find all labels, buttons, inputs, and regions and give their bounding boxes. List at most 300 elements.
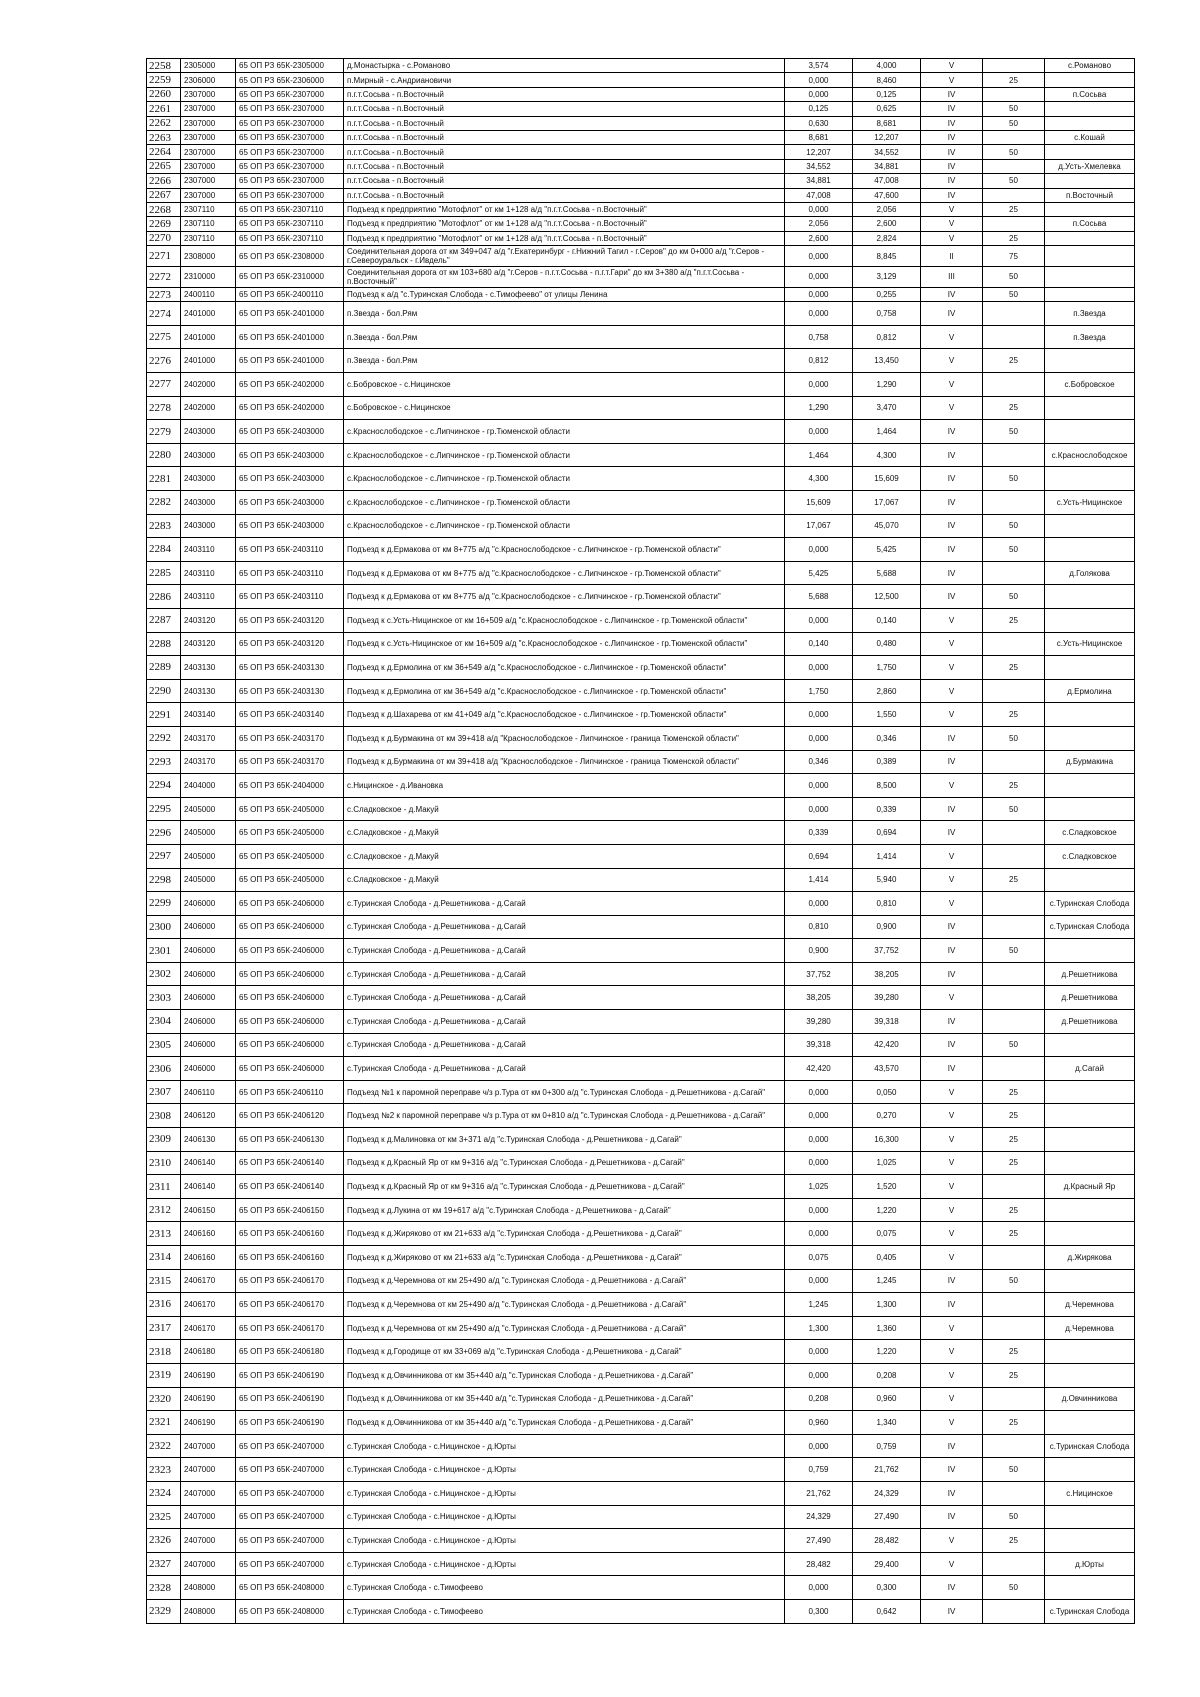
settlement-cell bbox=[1045, 797, 1135, 821]
road-id-cell: 2406000 bbox=[181, 962, 236, 986]
table-row bbox=[147, 491, 1135, 515]
settlement-cell bbox=[1045, 174, 1135, 188]
road-name-cell: п.г.т.Сосьва - п.Восточный bbox=[344, 159, 785, 173]
road-name-cell: Подъезд к д.Овчинникова от км 35+440 а/д "с.Туринская Слобода - д.Решетникова - д.Сагай" bbox=[344, 1363, 785, 1387]
road-id-cell: 2403170 bbox=[181, 726, 236, 750]
settlement-cell bbox=[1045, 1151, 1135, 1175]
road-id-cell: 2307000 bbox=[181, 188, 236, 202]
speed-limit-cell bbox=[983, 491, 1045, 515]
road-name-cell: с.Сладковское - д.Макуй bbox=[344, 797, 785, 821]
table-row bbox=[147, 750, 1135, 774]
road-id-cell: 2403000 bbox=[181, 514, 236, 538]
km-end-cell: 1,750 bbox=[853, 656, 921, 680]
settlement-cell bbox=[1045, 1576, 1135, 1600]
road-code-cell: 65 ОП РЗ 65К-2403140 bbox=[236, 703, 344, 727]
table-row bbox=[147, 1411, 1135, 1435]
road-code-cell: 65 ОП РЗ 65К-2407000 bbox=[236, 1434, 344, 1458]
km-start-cell: 0,812 bbox=[785, 349, 853, 373]
km-start-cell: 12,207 bbox=[785, 145, 853, 159]
road-category-cell: IV bbox=[921, 514, 983, 538]
settlement-cell bbox=[1045, 73, 1135, 87]
row-number-cell: 2280 bbox=[147, 443, 181, 467]
road-code-cell: 65 ОП РЗ 65К-2406170 bbox=[236, 1293, 344, 1317]
km-end-cell: 0,389 bbox=[853, 750, 921, 774]
road-code-cell: 65 ОП РЗ 65К-2403120 bbox=[236, 632, 344, 656]
km-end-cell: 27,490 bbox=[853, 1505, 921, 1529]
table-row bbox=[147, 868, 1135, 892]
road-name-cell: с.Туринская Слобода - с.Ницинское - д.Юрты bbox=[344, 1481, 785, 1505]
road-code-cell: 65 ОП РЗ 65К-2406000 bbox=[236, 1033, 344, 1057]
settlement-cell bbox=[1045, 231, 1135, 245]
settlement-cell: д.Овчинникова bbox=[1045, 1387, 1135, 1411]
road-name-cell: с.Краснослободское - с.Липчинское - гр.Тюменской области bbox=[344, 491, 785, 515]
road-code-cell: 65 ОП РЗ 65К-2307000 bbox=[236, 87, 344, 101]
row-number-cell: 2324 bbox=[147, 1481, 181, 1505]
speed-limit-cell: 50 bbox=[983, 174, 1045, 188]
road-id-cell: 2403110 bbox=[181, 538, 236, 562]
km-start-cell: 3,574 bbox=[785, 59, 853, 73]
road-name-cell: п.г.т.Сосьва - п.Восточный bbox=[344, 145, 785, 159]
road-category-cell: V bbox=[921, 217, 983, 231]
km-end-cell: 12,207 bbox=[853, 130, 921, 144]
settlement-cell bbox=[1045, 538, 1135, 562]
table-row bbox=[147, 116, 1135, 130]
km-end-cell: 12,500 bbox=[853, 585, 921, 609]
road-code-cell: 65 ОП РЗ 65К-2403130 bbox=[236, 679, 344, 703]
road-category-cell: IV bbox=[921, 915, 983, 939]
settlement-cell bbox=[1045, 1033, 1135, 1057]
settlement-cell bbox=[1045, 608, 1135, 632]
km-start-cell: 0,000 bbox=[785, 1080, 853, 1104]
road-id-cell: 2407000 bbox=[181, 1481, 236, 1505]
road-id-cell: 2406170 bbox=[181, 1269, 236, 1293]
table-row bbox=[147, 1481, 1135, 1505]
table-row bbox=[147, 1246, 1135, 1270]
table-row bbox=[147, 1552, 1135, 1576]
road-id-cell: 2406140 bbox=[181, 1151, 236, 1175]
settlement-cell bbox=[1045, 396, 1135, 420]
road-id-cell: 2307000 bbox=[181, 102, 236, 116]
road-code-cell: 65 ОП РЗ 65К-2405000 bbox=[236, 797, 344, 821]
row-number-cell: 2267 bbox=[147, 188, 181, 202]
km-end-cell: 16,300 bbox=[853, 1128, 921, 1152]
road-name-cell: с.Туринская Слобода - д.Решетникова - д.Сагай bbox=[344, 1033, 785, 1057]
road-category-cell: V bbox=[921, 1104, 983, 1128]
settlement-cell bbox=[1045, 266, 1135, 287]
road-code-cell: 65 ОП РЗ 65К-2406160 bbox=[236, 1222, 344, 1246]
row-number-cell: 2262 bbox=[147, 116, 181, 130]
km-start-cell: 0,125 bbox=[785, 102, 853, 116]
km-start-cell: 0,000 bbox=[785, 656, 853, 680]
table-row bbox=[147, 246, 1135, 267]
settlement-cell bbox=[1045, 1269, 1135, 1293]
settlement-cell: д.Бурмакина bbox=[1045, 750, 1135, 774]
road-code-cell: 65 ОП РЗ 65К-2406160 bbox=[236, 1246, 344, 1270]
km-end-cell: 3,470 bbox=[853, 396, 921, 420]
road-id-cell: 2403110 bbox=[181, 561, 236, 585]
road-name-cell: с.Туринская Слобода - с.Ницинское - д.Юрты bbox=[344, 1458, 785, 1482]
settlement-cell bbox=[1045, 703, 1135, 727]
km-start-cell: 0,000 bbox=[785, 726, 853, 750]
road-id-cell: 2403130 bbox=[181, 656, 236, 680]
road-code-cell: 65 ОП РЗ 65К-2307110 bbox=[236, 231, 344, 245]
road-code-cell: 65 ОП РЗ 65К-2406180 bbox=[236, 1340, 344, 1364]
km-end-cell: 0,759 bbox=[853, 1434, 921, 1458]
road-id-cell: 2406170 bbox=[181, 1316, 236, 1340]
table-row bbox=[147, 145, 1135, 159]
km-end-cell: 0,405 bbox=[853, 1246, 921, 1270]
km-end-cell: 29,400 bbox=[853, 1552, 921, 1576]
road-name-cell: с.Краснослободское - с.Липчинское - гр.Тюменской области bbox=[344, 443, 785, 467]
road-name-cell: Подъезд к д.Лукина от км 19+617 а/д "с.Туринская Слобода - д.Решетникова - д.Сагай" bbox=[344, 1198, 785, 1222]
km-start-cell: 0,000 bbox=[785, 703, 853, 727]
speed-limit-cell: 25 bbox=[983, 868, 1045, 892]
settlement-cell: д.Черемнова bbox=[1045, 1293, 1135, 1317]
speed-limit-cell: 25 bbox=[983, 1080, 1045, 1104]
row-number-cell: 2318 bbox=[147, 1340, 181, 1364]
road-name-cell: Подъезд к д.Черемнова от км 25+490 а/д "с.Туринская Слобода - д.Решетникова - д.Сагай" bbox=[344, 1269, 785, 1293]
km-end-cell: 1,360 bbox=[853, 1316, 921, 1340]
road-category-cell: V bbox=[921, 892, 983, 916]
road-category-cell: IV bbox=[921, 116, 983, 130]
speed-limit-cell bbox=[983, 159, 1045, 173]
row-number-cell: 2297 bbox=[147, 844, 181, 868]
road-id-cell: 2403000 bbox=[181, 443, 236, 467]
settlement-cell bbox=[1045, 287, 1135, 301]
road-name-cell: с.Сладковское - д.Макуй bbox=[344, 844, 785, 868]
settlement-cell bbox=[1045, 1458, 1135, 1482]
row-number-cell: 2263 bbox=[147, 130, 181, 144]
table-row bbox=[147, 1010, 1135, 1034]
road-code-cell: 65 ОП РЗ 65К-2407000 bbox=[236, 1552, 344, 1576]
km-end-cell: 21,762 bbox=[853, 1458, 921, 1482]
road-name-cell: Подъезд к д.Красный Яр от км 9+316 а/д "с.Туринская Слобода - д.Решетникова - д.Сагай" bbox=[344, 1175, 785, 1199]
row-number-cell: 2284 bbox=[147, 538, 181, 562]
road-category-cell: IV bbox=[921, 130, 983, 144]
table-row bbox=[147, 1104, 1135, 1128]
row-number-cell: 2320 bbox=[147, 1387, 181, 1411]
road-code-cell: 65 ОП РЗ 65К-2403170 bbox=[236, 750, 344, 774]
row-number-cell: 2291 bbox=[147, 703, 181, 727]
row-number-cell: 2319 bbox=[147, 1363, 181, 1387]
speed-limit-cell: 25 bbox=[983, 656, 1045, 680]
road-name-cell: Подъезд к с.Усть-Ницинское от км 16+509 а/д "с.Краснослободское - с.Липчинское - гр.Тюменской области" bbox=[344, 632, 785, 656]
road-id-cell: 2405000 bbox=[181, 844, 236, 868]
speed-limit-cell bbox=[983, 750, 1045, 774]
road-code-cell: 65 ОП РЗ 65К-2406170 bbox=[236, 1269, 344, 1293]
row-number-cell: 2277 bbox=[147, 373, 181, 397]
road-id-cell: 2406000 bbox=[181, 986, 236, 1010]
km-start-cell: 0,000 bbox=[785, 608, 853, 632]
settlement-cell: д.Решетникова bbox=[1045, 1010, 1135, 1034]
settlement-cell bbox=[1045, 1198, 1135, 1222]
table-row bbox=[147, 1363, 1135, 1387]
row-number-cell: 2315 bbox=[147, 1269, 181, 1293]
km-start-cell: 37,752 bbox=[785, 962, 853, 986]
road-code-cell: 65 ОП РЗ 65К-2307000 bbox=[236, 159, 344, 173]
road-id-cell: 2407000 bbox=[181, 1529, 236, 1553]
road-id-cell: 2307000 bbox=[181, 130, 236, 144]
settlement-cell: п.Сосьва bbox=[1045, 217, 1135, 231]
speed-limit-cell: 25 bbox=[983, 231, 1045, 245]
km-end-cell: 0,270 bbox=[853, 1104, 921, 1128]
road-category-cell: IV bbox=[921, 174, 983, 188]
settlement-cell: п.Звезда bbox=[1045, 325, 1135, 349]
road-category-cell: IV bbox=[921, 1057, 983, 1081]
road-category-cell: V bbox=[921, 1246, 983, 1270]
km-end-cell: 42,420 bbox=[853, 1033, 921, 1057]
road-category-cell: V bbox=[921, 373, 983, 397]
road-category-cell: IV bbox=[921, 467, 983, 491]
road-name-cell: Подъезд к предприятию "Мотофлот" от км 1+128 а/д "п.г.т.Сосьва - п.Восточный" bbox=[344, 217, 785, 231]
road-code-cell: 65 ОП РЗ 65К-2403000 bbox=[236, 514, 344, 538]
table-row bbox=[147, 1387, 1135, 1411]
table-row bbox=[147, 821, 1135, 845]
km-start-cell: 0,694 bbox=[785, 844, 853, 868]
row-number-cell: 2309 bbox=[147, 1128, 181, 1152]
table-row bbox=[147, 373, 1135, 397]
settlement-cell bbox=[1045, 246, 1135, 267]
km-end-cell: 1,290 bbox=[853, 373, 921, 397]
row-number-cell: 2294 bbox=[147, 774, 181, 798]
road-id-cell: 2400110 bbox=[181, 287, 236, 301]
row-number-cell: 2275 bbox=[147, 325, 181, 349]
km-end-cell: 0,050 bbox=[853, 1080, 921, 1104]
km-end-cell: 0,480 bbox=[853, 632, 921, 656]
speed-limit-cell: 50 bbox=[983, 1269, 1045, 1293]
road-category-cell: IV bbox=[921, 726, 983, 750]
speed-limit-cell bbox=[983, 892, 1045, 916]
road-category-cell: IV bbox=[921, 585, 983, 609]
road-code-cell: 65 ОП РЗ 65К-2403000 bbox=[236, 491, 344, 515]
speed-limit-cell: 75 bbox=[983, 246, 1045, 267]
road-name-cell: Подъезд №2 к паромной переправе ч/з р.Тура от км 0+810 а/д "с.Туринская Слобода - д.Решетникова - д.Сагай" bbox=[344, 1104, 785, 1128]
road-id-cell: 2403140 bbox=[181, 703, 236, 727]
road-category-cell: V bbox=[921, 73, 983, 87]
road-category-cell: II bbox=[921, 246, 983, 267]
road-code-cell: 65 ОП РЗ 65К-2406000 bbox=[236, 892, 344, 916]
row-number-cell: 2278 bbox=[147, 396, 181, 420]
row-number-cell: 2321 bbox=[147, 1411, 181, 1435]
road-category-cell: IV bbox=[921, 538, 983, 562]
road-code-cell: 65 ОП РЗ 65К-2401000 bbox=[236, 349, 344, 373]
settlement-cell: с.Туринская Слобода bbox=[1045, 892, 1135, 916]
speed-limit-cell bbox=[983, 1057, 1045, 1081]
speed-limit-cell bbox=[983, 217, 1045, 231]
km-end-cell: 2,824 bbox=[853, 231, 921, 245]
speed-limit-cell bbox=[983, 443, 1045, 467]
km-start-cell: 34,552 bbox=[785, 159, 853, 173]
road-id-cell: 2403120 bbox=[181, 608, 236, 632]
speed-limit-cell: 25 bbox=[983, 1222, 1045, 1246]
settlement-cell: с.Романово bbox=[1045, 59, 1135, 73]
road-id-cell: 2310000 bbox=[181, 266, 236, 287]
road-name-cell: Подъезд к д.Бурмакина от км 39+418 а/д "Краснослободское - Липчинское - граница Тюменской области" bbox=[344, 726, 785, 750]
road-category-cell: V bbox=[921, 986, 983, 1010]
road-category-cell: IV bbox=[921, 87, 983, 101]
table-row bbox=[147, 1080, 1135, 1104]
table-row bbox=[147, 585, 1135, 609]
km-end-cell: 0,642 bbox=[853, 1599, 921, 1623]
road-name-cell: п.г.т.Сосьва - п.Восточный bbox=[344, 130, 785, 144]
km-start-cell: 15,609 bbox=[785, 491, 853, 515]
road-id-cell: 2406180 bbox=[181, 1340, 236, 1364]
settlement-cell: д.Сагай bbox=[1045, 1057, 1135, 1081]
road-name-cell: с.Бобровское - с.Ницинское bbox=[344, 373, 785, 397]
table-row bbox=[147, 130, 1135, 144]
row-number-cell: 2273 bbox=[147, 287, 181, 301]
road-category-cell: III bbox=[921, 266, 983, 287]
km-start-cell: 0,000 bbox=[785, 774, 853, 798]
road-name-cell: Подъезд к д.Ермакова от км 8+775 а/д "с.Краснослободское - с.Липчинское - гр.Тюменской области" bbox=[344, 561, 785, 585]
road-code-cell: 65 ОП РЗ 65К-2403120 bbox=[236, 608, 344, 632]
road-category-cell: V bbox=[921, 1175, 983, 1199]
speed-limit-cell bbox=[983, 986, 1045, 1010]
road-id-cell: 2406190 bbox=[181, 1387, 236, 1411]
table-row bbox=[147, 287, 1135, 301]
km-start-cell: 0,000 bbox=[785, 87, 853, 101]
speed-limit-cell bbox=[983, 1175, 1045, 1199]
table-row bbox=[147, 1599, 1135, 1623]
row-number-cell: 2293 bbox=[147, 750, 181, 774]
km-start-cell: 5,425 bbox=[785, 561, 853, 585]
road-id-cell: 2307000 bbox=[181, 145, 236, 159]
km-end-cell: 0,960 bbox=[853, 1387, 921, 1411]
road-category-cell: IV bbox=[921, 145, 983, 159]
settlement-cell: с.Усть-Ницинское bbox=[1045, 632, 1135, 656]
road-category-cell: V bbox=[921, 1198, 983, 1222]
road-code-cell: 65 ОП РЗ 65К-2406190 bbox=[236, 1411, 344, 1435]
km-start-cell: 47,008 bbox=[785, 188, 853, 202]
table-row bbox=[147, 396, 1135, 420]
km-start-cell: 0,960 bbox=[785, 1411, 853, 1435]
road-code-cell: 65 ОП РЗ 65К-2400110 bbox=[236, 287, 344, 301]
road-name-cell: п.г.т.Сосьва - п.Восточный bbox=[344, 174, 785, 188]
road-category-cell: V bbox=[921, 868, 983, 892]
km-start-cell: 0,346 bbox=[785, 750, 853, 774]
road-name-cell: с.Туринская Слобода - с.Ницинское - д.Юрты bbox=[344, 1529, 785, 1553]
road-category-cell: IV bbox=[921, 302, 983, 326]
row-number-cell: 2298 bbox=[147, 868, 181, 892]
table-row bbox=[147, 73, 1135, 87]
speed-limit-cell: 25 bbox=[983, 1151, 1045, 1175]
road-id-cell: 2307000 bbox=[181, 116, 236, 130]
road-code-cell: 65 ОП РЗ 65К-2407000 bbox=[236, 1458, 344, 1482]
km-start-cell: 38,205 bbox=[785, 986, 853, 1010]
settlement-cell: с.Туринская Слобода bbox=[1045, 1599, 1135, 1623]
road-category-cell: IV bbox=[921, 1505, 983, 1529]
road-category-cell: IV bbox=[921, 491, 983, 515]
km-start-cell: 0,000 bbox=[785, 1434, 853, 1458]
speed-limit-cell bbox=[983, 130, 1045, 144]
km-start-cell: 1,750 bbox=[785, 679, 853, 703]
speed-limit-cell: 25 bbox=[983, 396, 1045, 420]
road-id-cell: 2406000 bbox=[181, 892, 236, 916]
row-number-cell: 2307 bbox=[147, 1080, 181, 1104]
table-row bbox=[147, 679, 1135, 703]
road-name-cell: Подъезд №1 к паромной переправе ч/з р.Тура от км 0+300 а/д "с.Туринская Слобода - д.Решетникова - д.Сагай" bbox=[344, 1080, 785, 1104]
km-start-cell: 8,681 bbox=[785, 130, 853, 144]
row-number-cell: 2303 bbox=[147, 986, 181, 1010]
road-code-cell: 65 ОП РЗ 65К-2405000 bbox=[236, 868, 344, 892]
road-category-cell: V bbox=[921, 1363, 983, 1387]
table-row bbox=[147, 797, 1135, 821]
road-name-cell: с.Туринская Слобода - с.Тимофеево bbox=[344, 1576, 785, 1600]
row-number-cell: 2279 bbox=[147, 420, 181, 444]
row-number-cell: 2327 bbox=[147, 1552, 181, 1576]
road-name-cell: с.Сладковское - д.Макуй bbox=[344, 821, 785, 845]
road-code-cell: 65 ОП РЗ 65К-2405000 bbox=[236, 821, 344, 845]
row-number-cell: 2316 bbox=[147, 1293, 181, 1317]
km-start-cell: 1,245 bbox=[785, 1293, 853, 1317]
km-end-cell: 4,300 bbox=[853, 443, 921, 467]
road-id-cell: 2406150 bbox=[181, 1198, 236, 1222]
row-number-cell: 2259 bbox=[147, 73, 181, 87]
km-end-cell: 0,346 bbox=[853, 726, 921, 750]
road-category-cell: V bbox=[921, 1080, 983, 1104]
speed-limit-cell: 25 bbox=[983, 1104, 1045, 1128]
km-end-cell: 15,609 bbox=[853, 467, 921, 491]
settlement-cell: д.Решетникова bbox=[1045, 986, 1135, 1010]
road-name-cell: Подъезд к д.Черемнова от км 25+490 а/д "с.Туринская Слобода - д.Решетникова - д.Сагай" bbox=[344, 1316, 785, 1340]
road-category-cell: IV bbox=[921, 939, 983, 963]
km-start-cell: 0,000 bbox=[785, 538, 853, 562]
road-name-cell: с.Туринская Слобода - д.Решетникова - д.Сагай bbox=[344, 1057, 785, 1081]
settlement-cell: с.Туринская Слобода bbox=[1045, 1434, 1135, 1458]
table-row bbox=[147, 59, 1135, 73]
road-category-cell: V bbox=[921, 608, 983, 632]
row-number-cell: 2299 bbox=[147, 892, 181, 916]
row-number-cell: 2288 bbox=[147, 632, 181, 656]
table-row bbox=[147, 349, 1135, 373]
road-name-cell: с.Туринская Слобода - д.Решетникова - д.Сагай bbox=[344, 986, 785, 1010]
road-code-cell: 65 ОП РЗ 65К-2306000 bbox=[236, 73, 344, 87]
road-code-cell: 65 ОП РЗ 65К-2406000 bbox=[236, 962, 344, 986]
km-start-cell: 0,208 bbox=[785, 1387, 853, 1411]
road-name-cell: с.Краснослободское - с.Липчинское - гр.Тюменской области bbox=[344, 420, 785, 444]
settlement-cell bbox=[1045, 1529, 1135, 1553]
road-id-cell: 2308000 bbox=[181, 246, 236, 267]
road-category-cell: V bbox=[921, 1340, 983, 1364]
road-category-cell: IV bbox=[921, 1293, 983, 1317]
road-category-cell: V bbox=[921, 844, 983, 868]
table-body bbox=[147, 59, 1135, 1624]
row-number-cell: 2323 bbox=[147, 1458, 181, 1482]
road-name-cell: Подъезд к с.Усть-Ницинское от км 16+509 а/д "с.Краснослободское - с.Липчинское - гр.Тюменской области" bbox=[344, 608, 785, 632]
road-name-cell: Подъезд к д.Черемнова от км 25+490 а/д "с.Туринская Слобода - д.Решетникова - д.Сагай" bbox=[344, 1293, 785, 1317]
road-name-cell: с.Туринская Слобода - с.Тимофеево bbox=[344, 1599, 785, 1623]
row-number-cell: 2260 bbox=[147, 87, 181, 101]
km-end-cell: 0,812 bbox=[853, 325, 921, 349]
km-start-cell: 34,881 bbox=[785, 174, 853, 188]
row-number-cell: 2302 bbox=[147, 962, 181, 986]
km-start-cell: 0,000 bbox=[785, 1151, 853, 1175]
km-end-cell: 0,625 bbox=[853, 102, 921, 116]
road-id-cell: 2402000 bbox=[181, 396, 236, 420]
road-code-cell: 65 ОП РЗ 65К-2408000 bbox=[236, 1599, 344, 1623]
table-row bbox=[147, 538, 1135, 562]
km-start-cell: 21,762 bbox=[785, 1481, 853, 1505]
km-start-cell: 0,075 bbox=[785, 1246, 853, 1270]
road-id-cell: 2307110 bbox=[181, 202, 236, 216]
settlement-cell bbox=[1045, 202, 1135, 216]
speed-limit-cell bbox=[983, 1010, 1045, 1034]
km-start-cell: 0,000 bbox=[785, 1222, 853, 1246]
road-name-cell: п.г.т.Сосьва - п.Восточный bbox=[344, 102, 785, 116]
table-row bbox=[147, 202, 1135, 216]
table-row bbox=[147, 939, 1135, 963]
km-end-cell: 2,860 bbox=[853, 679, 921, 703]
